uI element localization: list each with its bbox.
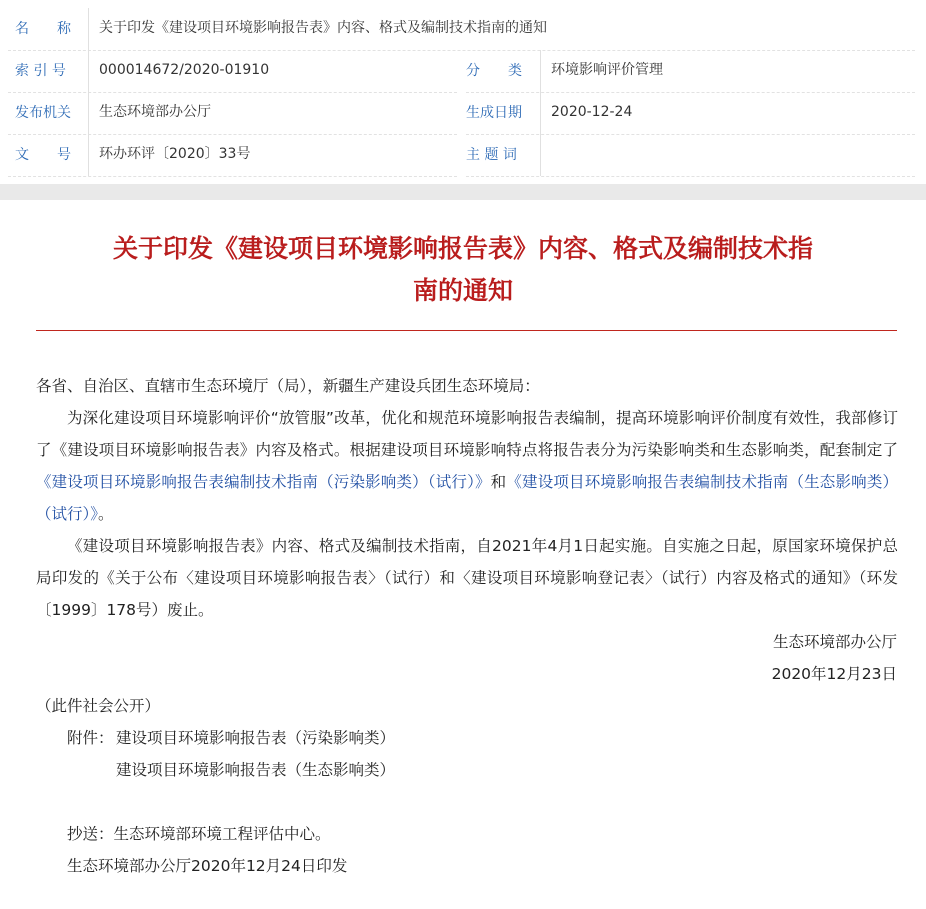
date-value: 2020-12-24 <box>540 92 632 134</box>
attachments-label: 附件： <box>67 729 114 747</box>
guide-link-ecology[interactable]: 《建设项目环境影响报告表编制技术指南（生态影响类）（试行）》 <box>36 473 898 523</box>
article-title <box>60 228 866 312</box>
article-title-line-1: 关于印发《建设项目环境影响报告表》内容、格式及编制技术指 <box>112 234 813 263</box>
meta-row-docno <box>8 134 457 177</box>
meta-row-subject <box>466 134 915 177</box>
name-label: 名 称 <box>15 21 71 37</box>
paragraph-2: 《建设项目环境影响报告表》内容、格式及编制技术指南，自2021年4月1日起实施。自实施之日起，原国家环境保护总局印发的《关于公布〈建设项目环境影响报告表〉（试行）和〈建设项目环境影响登记表〉（试行）内容及格式的通知》（环发〔1999〕178号）废止。 <box>36 537 898 619</box>
paragraph-1-text-a: 为深化建设项目环境影响评价“放管服”改革，优化和规范环境影响报告表编制，提高环境影响评价制度有效性，我部修订了《建设项目环境影响报告表》内容及格式。根据建设项目环境影响特点将报告表分为污染影响类和生态影响类，配套制定了 <box>36 409 898 459</box>
name-value: 关于印发《建设项目环境影响报告表》内容、格式及编制技术指南的通知 <box>88 8 547 50</box>
docno-value: 环办环评〔2020〕33号 <box>88 134 250 176</box>
article-body <box>36 370 898 626</box>
index-label: 索 引 号 <box>15 63 66 79</box>
paragraph-1-text-c: 。 <box>98 505 114 523</box>
meta-row-category <box>466 50 915 93</box>
date-label: 生成日期 <box>466 105 522 121</box>
cc-line: 抄送：生态环境部环境工程评估中心。 <box>67 825 331 843</box>
salutation: 各省、自治区、直辖市生态环境厅（局），新疆生产建设兵团生态环境局： <box>36 377 540 395</box>
title-underline <box>36 330 897 331</box>
subject-value <box>540 134 551 176</box>
document-metadata-table <box>0 0 926 184</box>
attachment-link-pollution[interactable]: 建设项目环境影响报告表（污染影响类） <box>116 729 396 747</box>
meta-row-index <box>8 50 457 93</box>
attachment-link-ecology[interactable]: 建设项目环境影响报告表（生态影响类） <box>116 761 396 779</box>
meta-row-name <box>8 8 915 51</box>
printed-line: 生态环境部办公厅2020年12月24日印发 <box>67 857 348 875</box>
category-label: 分 类 <box>466 63 522 79</box>
meta-row-issuer <box>8 92 457 135</box>
issuer-label: 发布机关 <box>15 105 71 121</box>
meta-row-date <box>466 92 915 135</box>
category-value: 环境影响评价管理 <box>540 50 663 92</box>
docno-label: 文 号 <box>15 147 71 163</box>
guide-link-pollution[interactable]: 《建设项目环境影响报告表编制技术指南（污染影响类）（试行）》 <box>36 473 491 491</box>
signature-org: 生态环境部办公厅 <box>772 633 897 651</box>
paragraph-1-text-b: 和 <box>490 473 507 491</box>
signature-date: 2020年12月23日 <box>771 665 897 683</box>
index-value: 000014672/2020-01910 <box>88 50 269 92</box>
public-note: （此件社会公开） <box>36 697 161 715</box>
section-divider-bar <box>0 184 926 200</box>
subject-label: 主 题 词 <box>466 147 517 163</box>
issuer-value: 生态环境部办公厅 <box>88 92 211 134</box>
article-title-line-2: 南的通知 <box>412 276 513 305</box>
paragraph-1 <box>36 402 898 530</box>
